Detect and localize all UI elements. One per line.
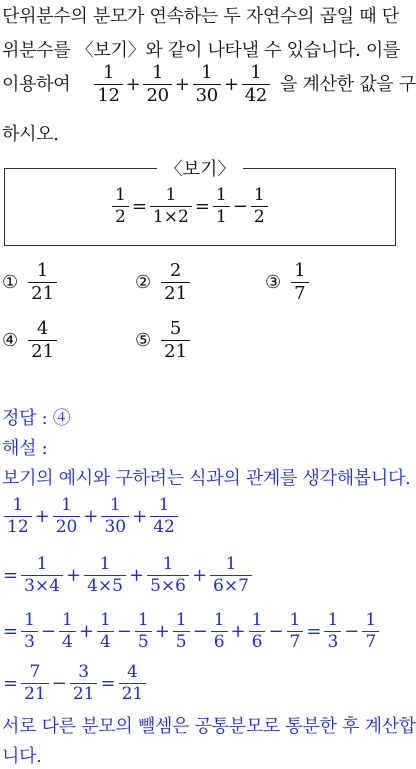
example-equation: $\frac{1}{2}$ = $\frac{1}{1\times 2}$ = $\frac{1}{1}$ − $\frac{1}{2}$	[110, 187, 270, 226]
fraction: $\frac{1}{4\times 5}$	[84, 556, 126, 595]
fraction: $\frac{1}{1\times 2}$	[150, 187, 192, 226]
fraction: $\frac{1}{3}$	[324, 612, 341, 651]
explanation-label: 해설 :	[2, 438, 48, 459]
fraction: $\frac{1}{2}$	[112, 187, 129, 226]
fraction: $\frac{1}{20}$	[143, 64, 171, 105]
fraction: $\frac{1}{4}$	[59, 612, 76, 651]
question-expression: $\frac{1}{12}$ + $\frac{1}{20}$ + $\frac{1}{30}$ + $\frac{1}{42}$	[92, 64, 272, 105]
fraction: $\frac{1}{4}$	[97, 612, 114, 651]
fraction: $\frac{1}{7}$	[362, 612, 379, 651]
explanation-row-2: = $\frac{1}{3\times 4}$ + $\frac{1}{4\times 5}$ + $\frac{1}{5\times 6}$ + $\frac{1}{6\times 7}$	[2, 556, 254, 595]
fraction: $\frac{1}{1}$	[213, 187, 230, 226]
fraction: $\frac{1}{5}$	[135, 612, 152, 651]
fraction: $\frac{7}{21}$	[21, 664, 49, 703]
question-line-1: 단위분수의 분모가 연속하는 두 자연수의 곱일 때 단	[2, 6, 399, 27]
choice-4[interactable]: ④ $\frac{4}{21}$	[2, 320, 59, 361]
fraction: $\frac{4}{21}$	[119, 664, 147, 703]
explanation-text: 보기의 예시와 구하려는 식과의 관계를 생각해봅니다.	[2, 468, 411, 489]
fraction: $\frac{3}{21}$	[70, 664, 98, 703]
question-prefix: 이용하여	[2, 73, 71, 95]
explanation-row-4: = $\frac{7}{21}$ − $\frac{3}{21}$ = $\frac{4}{21}$	[2, 664, 148, 703]
fraction: $\frac{1}{3\times 4}$	[21, 556, 63, 595]
choice-1[interactable]: ① $\frac{1}{21}$	[2, 262, 59, 303]
choice-5[interactable]: ⑤ $\frac{5}{21}$	[135, 320, 192, 361]
fraction: $\frac{1}{12}$	[94, 64, 122, 105]
question-line-4: 하시오.	[2, 124, 59, 145]
answer-label: 정답 : ④	[2, 408, 71, 429]
conclusion-line-1: 서로 다른 분모의 뺄셈은 공통분모로 통분한 후 계산합	[2, 716, 416, 737]
example-label: 〈보기〉	[0, 155, 400, 181]
fraction: $\frac{1}{42}$	[150, 497, 178, 536]
fraction: $\frac{1}{6\times 7}$	[210, 556, 252, 595]
fraction: $\frac{1}{42}$	[242, 64, 270, 105]
question-line-2: 위분수를 〈보기〉와 같이 나타낼 수 있습니다. 이를	[2, 40, 401, 61]
question-line-3	[2, 64, 416, 105]
fraction: $\frac{1}{7}$	[287, 612, 304, 651]
fraction: $\frac{1}{5\times 6}$	[147, 556, 189, 595]
fraction: $\frac{1}{5}$	[173, 612, 190, 651]
explanation-row-3: = $\frac{1}{3}$ − $\frac{1}{4}$ + $\frac{1}{4}$ − $\frac{1}{5}$ + $\frac{1}{5}$ − $\frac{1}{6}$ + $\frac{1}{6}$ − $\frac{1}{7}$ = $\frac{1}{3}$ − $\frac{1}{7}$	[2, 612, 381, 651]
fraction: $\frac{1}{3}$	[21, 612, 38, 651]
fraction: $\frac{1}{20}$	[53, 497, 81, 536]
explanation-row-1: $\frac{1}{12}$ + $\frac{1}{20}$ + $\frac{1}{30}$ + $\frac{1}{42}$	[2, 497, 180, 536]
question-suffix: 을 계산한 값을 구	[280, 73, 416, 95]
fraction: $\frac{1}{6}$	[249, 612, 266, 651]
fraction: $\frac{1}{30}$	[101, 497, 129, 536]
fraction: $\frac{1}{6}$	[211, 612, 228, 651]
choice-3[interactable]: ③ $\frac{1}{7}$	[265, 262, 311, 303]
fraction: $\frac{1}{30}$	[193, 64, 221, 105]
conclusion-line-2: 니다.	[2, 746, 42, 767]
fraction: $\frac{1}{2}$	[251, 187, 268, 226]
choice-2[interactable]: ② $\frac{2}{21}$	[135, 262, 192, 303]
fraction: $\frac{1}{12}$	[4, 497, 32, 536]
